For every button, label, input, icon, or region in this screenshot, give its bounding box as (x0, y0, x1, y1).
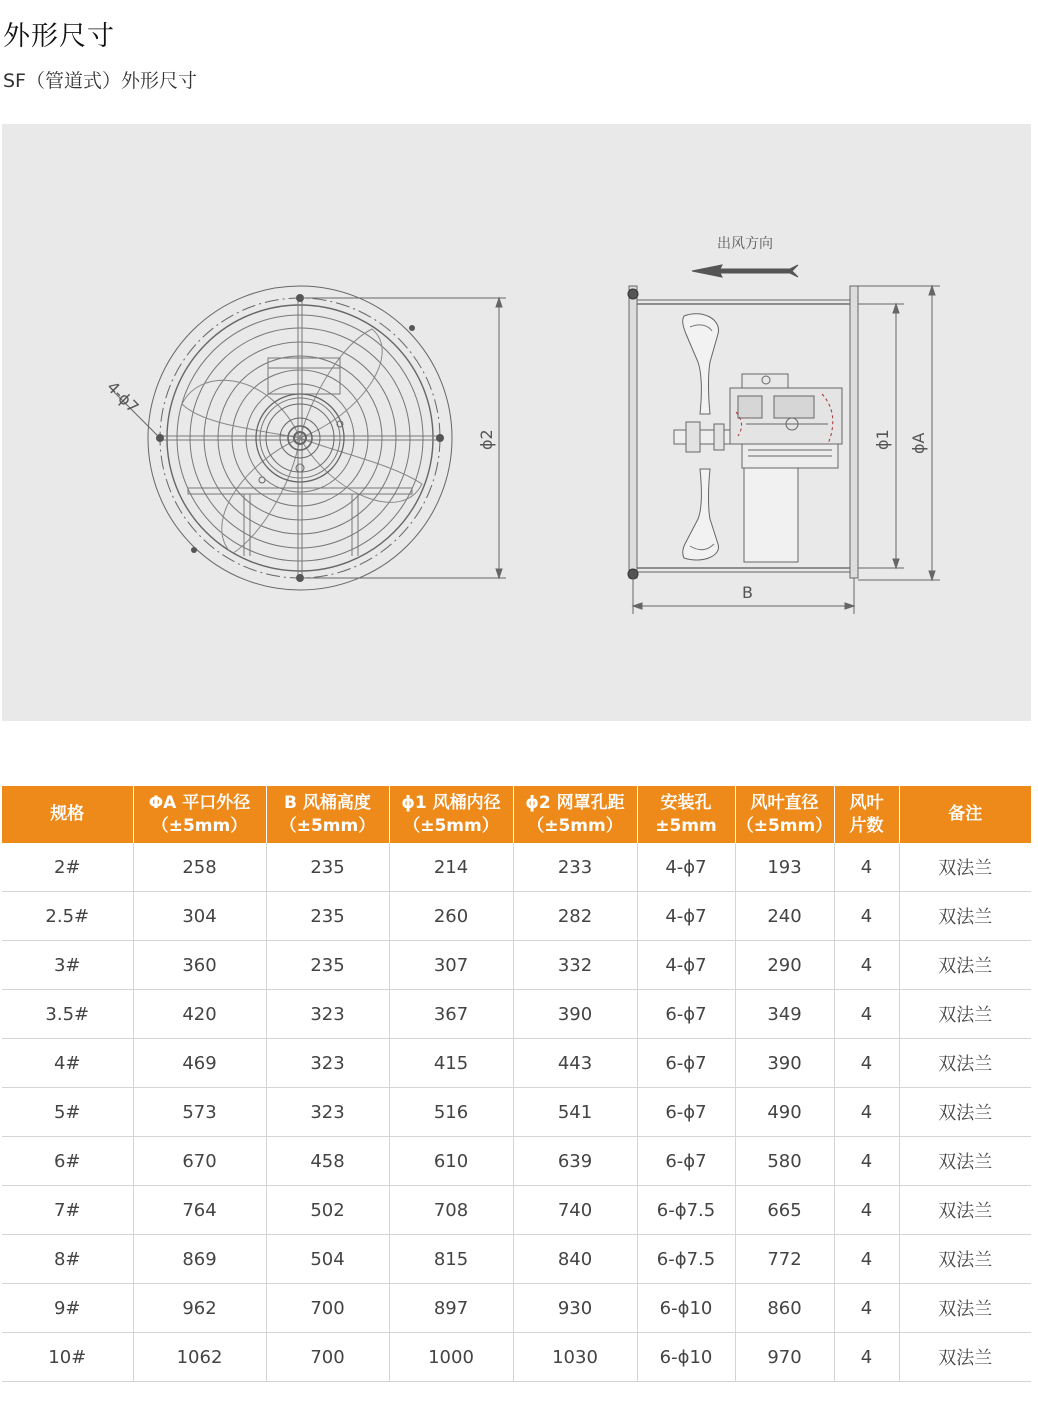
table-cell: 541 (513, 1088, 637, 1137)
header-cell: ϕ1 风桶内径 （±5mm） (389, 786, 513, 843)
table-cell: 349 (735, 990, 834, 1039)
table-cell: 700 (266, 1333, 389, 1382)
table-cell: 869 (133, 1235, 266, 1284)
table-cell: 740 (513, 1186, 637, 1235)
table-cell: 4 (834, 843, 899, 892)
phi2-dimension (302, 298, 506, 578)
table-row (2, 1235, 1031, 1284)
table-cell: 2# (2, 843, 133, 892)
table-cell: 6-ϕ7.5 (637, 1235, 735, 1284)
upper-blade (683, 314, 719, 414)
table-cell: 307 (389, 941, 513, 990)
table-row (2, 1137, 1031, 1186)
header-cell: 规格 (2, 786, 133, 843)
table-cell: 360 (133, 941, 266, 990)
table-cell: 双法兰 (899, 892, 1031, 941)
flange-right (850, 286, 858, 578)
table-cell: 390 (513, 990, 637, 1039)
b-label: B (742, 583, 753, 602)
technical-drawing (2, 124, 1031, 721)
table-cell: 258 (133, 843, 266, 892)
table-row (2, 1039, 1031, 1088)
table-cell: 6-ϕ7 (637, 1039, 735, 1088)
header-cell: ΦA 平口外径 （±5mm） (133, 786, 266, 843)
table-cell: 3.5# (2, 990, 133, 1039)
table-cell: 3# (2, 941, 133, 990)
phia-label: ϕA (909, 432, 928, 454)
front-view (114, 286, 506, 590)
table-cell: 4 (834, 990, 899, 1039)
side-view (628, 265, 940, 614)
header-cell: 安装孔 ±5mm (637, 786, 735, 843)
table-row (2, 1088, 1031, 1137)
header-cell: 风叶 片数 (834, 786, 899, 843)
lower-blade (683, 469, 719, 560)
table-cell: 6-ϕ7 (637, 990, 735, 1039)
table-row (2, 843, 1031, 892)
table-cell: 282 (513, 892, 637, 941)
table-cell: 1062 (133, 1333, 266, 1382)
table-cell: 4-ϕ7 (637, 892, 735, 941)
table-cell: 4 (834, 1039, 899, 1088)
table-cell: 4 (834, 1235, 899, 1284)
table-cell: 930 (513, 1284, 637, 1333)
table-cell: 235 (266, 843, 389, 892)
table-cell: 415 (389, 1039, 513, 1088)
airflow-label: 出风方向 (717, 236, 773, 252)
header-cell: 风叶直径 （±5mm） (735, 786, 834, 843)
table-cell: 双法兰 (899, 1088, 1031, 1137)
table-cell: 6-ϕ10 (637, 1284, 735, 1333)
table-cell: 639 (513, 1137, 637, 1186)
table-cell: 4 (834, 1088, 899, 1137)
table-cell: 323 (266, 990, 389, 1039)
table-cell: 580 (735, 1137, 834, 1186)
table-cell: 4 (834, 941, 899, 990)
table-cell: 502 (266, 1186, 389, 1235)
table-cell: 323 (266, 1039, 389, 1088)
table-cell: 6-ϕ7 (637, 1137, 735, 1186)
header-cell: B 风桶高度 （±5mm） (266, 786, 389, 843)
airflow-arrow (692, 265, 798, 277)
table-cell: 5# (2, 1088, 133, 1137)
table-cell: 4-ϕ7 (637, 941, 735, 990)
phi2-label: ϕ2 (477, 429, 496, 450)
table-cell: 双法兰 (899, 1186, 1031, 1235)
motor-side (730, 374, 842, 468)
table-cell: 4-ϕ7 (637, 843, 735, 892)
table-cell: 670 (133, 1137, 266, 1186)
table-cell: 8# (2, 1235, 133, 1284)
hole-spec-label: 4-ϕ7 (103, 377, 143, 417)
table-cell: 233 (513, 843, 637, 892)
table-cell: 4 (834, 1284, 899, 1333)
header-cell: ϕ2 网罩孔距 （±5mm） (513, 786, 637, 843)
table-cell: 323 (266, 1088, 389, 1137)
table-row (2, 941, 1031, 990)
table-cell: 双法兰 (899, 1284, 1031, 1333)
table-cell: 708 (389, 1186, 513, 1235)
flange-left (629, 286, 637, 578)
table-cell: 10# (2, 1333, 133, 1382)
table-cell: 4 (834, 1333, 899, 1382)
table-cell: 4 (834, 892, 899, 941)
table-cell: 962 (133, 1284, 266, 1333)
table-cell: 772 (735, 1235, 834, 1284)
table-row (2, 1186, 1031, 1235)
table-cell: 双法兰 (899, 990, 1031, 1039)
table-cell: 420 (133, 990, 266, 1039)
motor-base (744, 468, 798, 562)
table-row (2, 892, 1031, 941)
table-row (2, 990, 1031, 1039)
table-cell: 1030 (513, 1333, 637, 1382)
table-cell: 235 (266, 892, 389, 941)
table-cell: 1000 (389, 1333, 513, 1382)
table-cell: 双法兰 (899, 1039, 1031, 1088)
table-cell: 双法兰 (899, 1235, 1031, 1284)
table-cell: 516 (389, 1088, 513, 1137)
table-cell: 6-ϕ7.5 (637, 1186, 735, 1235)
page-subtitle: SF（管道式）外形尺寸 (3, 70, 197, 92)
table-cell: 6# (2, 1137, 133, 1186)
table-cell: 504 (266, 1235, 389, 1284)
table-cell: 290 (735, 941, 834, 990)
table-cell: 764 (133, 1186, 266, 1235)
table-cell: 双法兰 (899, 941, 1031, 990)
table-cell: 4 (834, 1186, 899, 1235)
table-row (2, 1284, 1031, 1333)
table-header-row (2, 786, 1031, 843)
table-cell: 双法兰 (899, 1137, 1031, 1186)
table-cell: 390 (735, 1039, 834, 1088)
fan-shaft (674, 430, 736, 444)
table-cell: 4 (834, 1137, 899, 1186)
table-cell: 260 (389, 892, 513, 941)
table-row (2, 1333, 1031, 1382)
table-cell: 7# (2, 1186, 133, 1235)
table-cell: 897 (389, 1284, 513, 1333)
table-cell: 367 (389, 990, 513, 1039)
table-cell: 4# (2, 1039, 133, 1088)
table-cell: 458 (266, 1137, 389, 1186)
table-cell: 193 (735, 843, 834, 892)
table-cell: 469 (133, 1039, 266, 1088)
table-cell: 6-ϕ10 (637, 1333, 735, 1382)
table-cell: 双法兰 (899, 843, 1031, 892)
table-cell: 970 (735, 1333, 834, 1382)
table-cell: 490 (735, 1088, 834, 1137)
table-cell: 304 (133, 892, 266, 941)
header-cell: 备注 (899, 786, 1031, 843)
table-cell: 815 (389, 1235, 513, 1284)
table-cell: 840 (513, 1235, 637, 1284)
table-cell: 6-ϕ7 (637, 1088, 735, 1137)
table-cell: 235 (266, 941, 389, 990)
phi1-label: ϕ1 (873, 429, 892, 450)
table-cell: 860 (735, 1284, 834, 1333)
table-cell: 双法兰 (899, 1333, 1031, 1382)
table-cell: 700 (266, 1284, 389, 1333)
table-cell: 332 (513, 941, 637, 990)
table-cell: 240 (735, 892, 834, 941)
table-cell: 665 (735, 1186, 834, 1235)
spec-table (2, 786, 1031, 1382)
table-cell: 443 (513, 1039, 637, 1088)
table-cell: 2.5# (2, 892, 133, 941)
drawing-panel (2, 124, 1031, 721)
table-cell: 610 (389, 1137, 513, 1186)
page-title: 外形尺寸 (3, 21, 115, 52)
table-cell: 214 (389, 843, 513, 892)
table-cell: 573 (133, 1088, 266, 1137)
table-cell: 9# (2, 1284, 133, 1333)
